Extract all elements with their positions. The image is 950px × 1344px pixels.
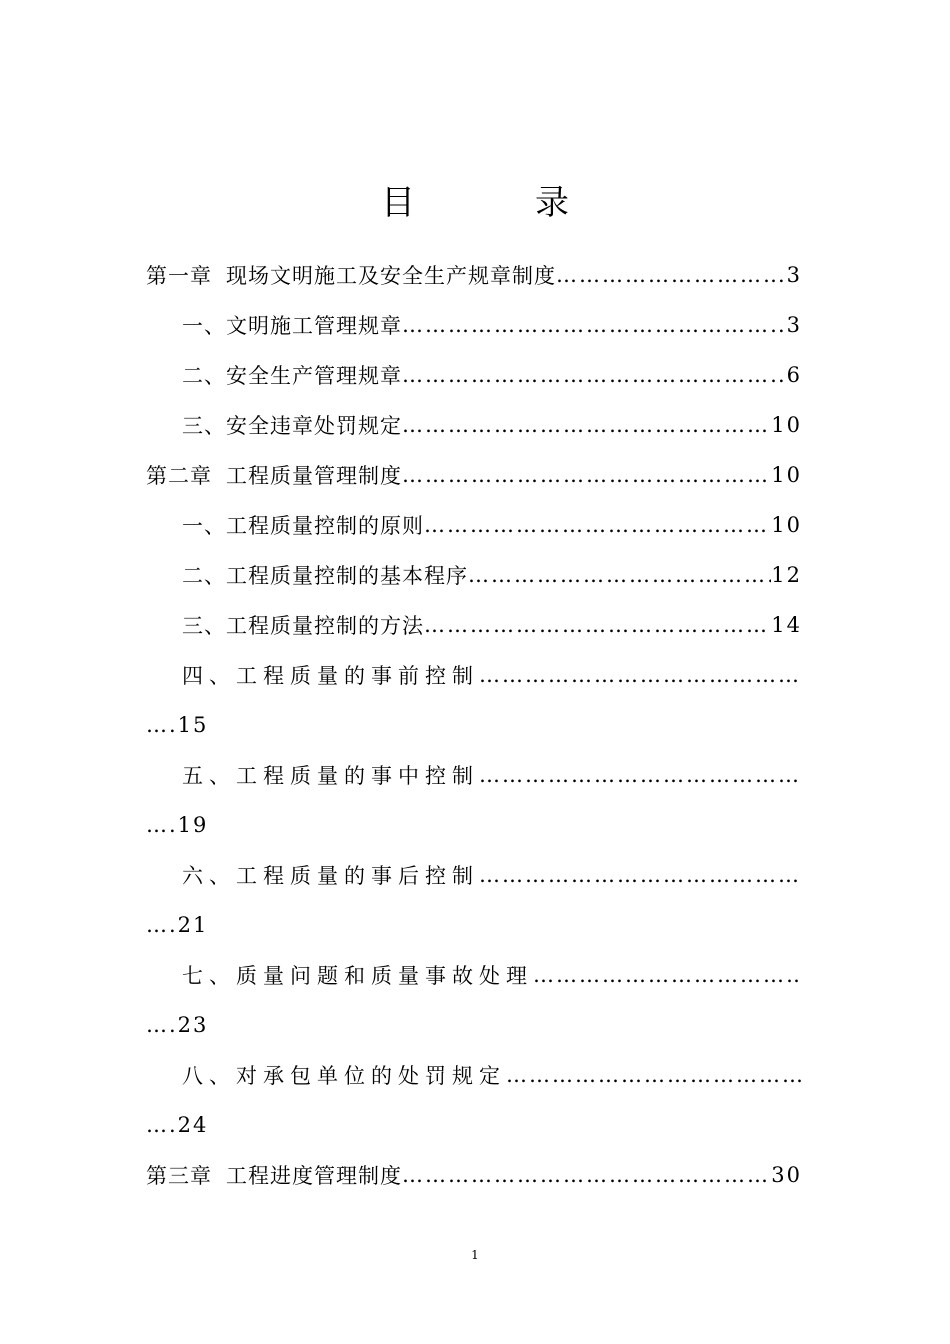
toc-leader-dots: [533, 963, 802, 987]
toc-entry[interactable]: [146, 450, 802, 500]
toc-entry[interactable]: [146, 300, 802, 350]
toc-entry-title: 五、工程质量的事中控制: [182, 764, 479, 788]
toc-entry[interactable]: [146, 750, 802, 800]
toc-page-number: ….23: [146, 1013, 209, 1037]
toc-entry-continuation: [146, 800, 802, 850]
toc-leader-dots: [556, 263, 778, 287]
toc-entry-title: 三、安全违章处罚规定: [182, 414, 402, 438]
toc-page-number: ….24: [146, 1113, 209, 1137]
toc-entry-title: 工程质量管理制度: [226, 464, 402, 488]
toc-page-number: ….19: [146, 813, 209, 837]
toc-page-number: 14: [771, 613, 802, 637]
toc-chapter-number: 第二章: [146, 464, 212, 488]
toc-entry-continuation: [146, 1000, 802, 1050]
toc-leader-dots: [402, 463, 771, 487]
toc-leader-dots: [506, 1063, 802, 1087]
toc-leader-dots: [402, 1163, 771, 1187]
toc-entry-continuation: [146, 900, 802, 950]
toc-entry-continuation: [146, 1100, 802, 1150]
toc-title: [0, 178, 950, 228]
toc-page-number: .3: [777, 313, 802, 337]
toc-page-number: .6: [777, 363, 802, 387]
toc-title-right: 录: [535, 183, 569, 223]
toc-leader-dots: [402, 363, 778, 387]
toc-chapter-number: 第三章: [146, 1164, 212, 1188]
toc-entry[interactable]: [146, 250, 802, 300]
toc-entry[interactable]: [146, 1050, 802, 1100]
toc-entry-title: 八、对承包单位的处罚规定: [182, 1064, 506, 1088]
toc-leader-dots: [479, 663, 802, 687]
toc-entry-title: 一、工程质量控制的原则: [182, 514, 424, 538]
toc-entry-title: 工程进度管理制度: [226, 1164, 402, 1188]
toc-entry[interactable]: [146, 1150, 802, 1200]
toc-leader-dots: [402, 413, 771, 437]
toc-page-number: 30: [771, 1163, 802, 1187]
toc-leader-dots: [468, 563, 771, 587]
toc-entry[interactable]: [146, 950, 802, 1000]
toc-entry[interactable]: [146, 600, 802, 650]
toc-entry[interactable]: [146, 500, 802, 550]
toc-page-number: 10: [771, 413, 802, 437]
toc-page-number: ….21: [146, 913, 209, 937]
toc-page-number: 12: [771, 563, 802, 587]
toc-page-number: ….15: [146, 713, 209, 737]
toc-page-number: .3: [777, 263, 802, 287]
toc-page-number: 10: [771, 513, 802, 537]
toc-entry[interactable]: [146, 550, 802, 600]
toc-entry[interactable]: [146, 400, 802, 450]
toc-title-left: 目: [381, 183, 415, 223]
toc-entry-title: 现场文明施工及安全生产规章制度: [226, 264, 556, 288]
toc-page-number: 10: [771, 463, 802, 487]
toc-chapter-number: 第一章: [146, 264, 212, 288]
toc-entry-continuation: [146, 700, 802, 750]
toc-leader-dots: [424, 613, 771, 637]
toc-entry-title: 二、工程质量控制的基本程序: [182, 564, 468, 588]
toc-leader-dots: [479, 863, 802, 887]
toc-entry-title: 二、安全生产管理规章: [182, 364, 402, 388]
toc-entry-title: 一、文明施工管理规章: [182, 314, 402, 338]
toc-leader-dots: [402, 313, 778, 337]
toc-entry[interactable]: [146, 650, 802, 700]
toc-entry[interactable]: [146, 850, 802, 900]
toc-entry[interactable]: [146, 350, 802, 400]
toc-entry-title: 三、工程质量控制的方法: [182, 614, 424, 638]
toc-entry-title: 四、工程质量的事前控制: [182, 664, 479, 688]
toc-entry-title: 六、工程质量的事后控制: [182, 864, 479, 888]
toc-leader-dots: [424, 513, 771, 537]
toc-leader-dots: [479, 763, 802, 787]
page-footer-number: 1: [471, 1248, 479, 1262]
toc-entry-title: 七、质量问题和质量事故处理: [182, 964, 533, 988]
table-of-contents: [146, 250, 802, 1200]
